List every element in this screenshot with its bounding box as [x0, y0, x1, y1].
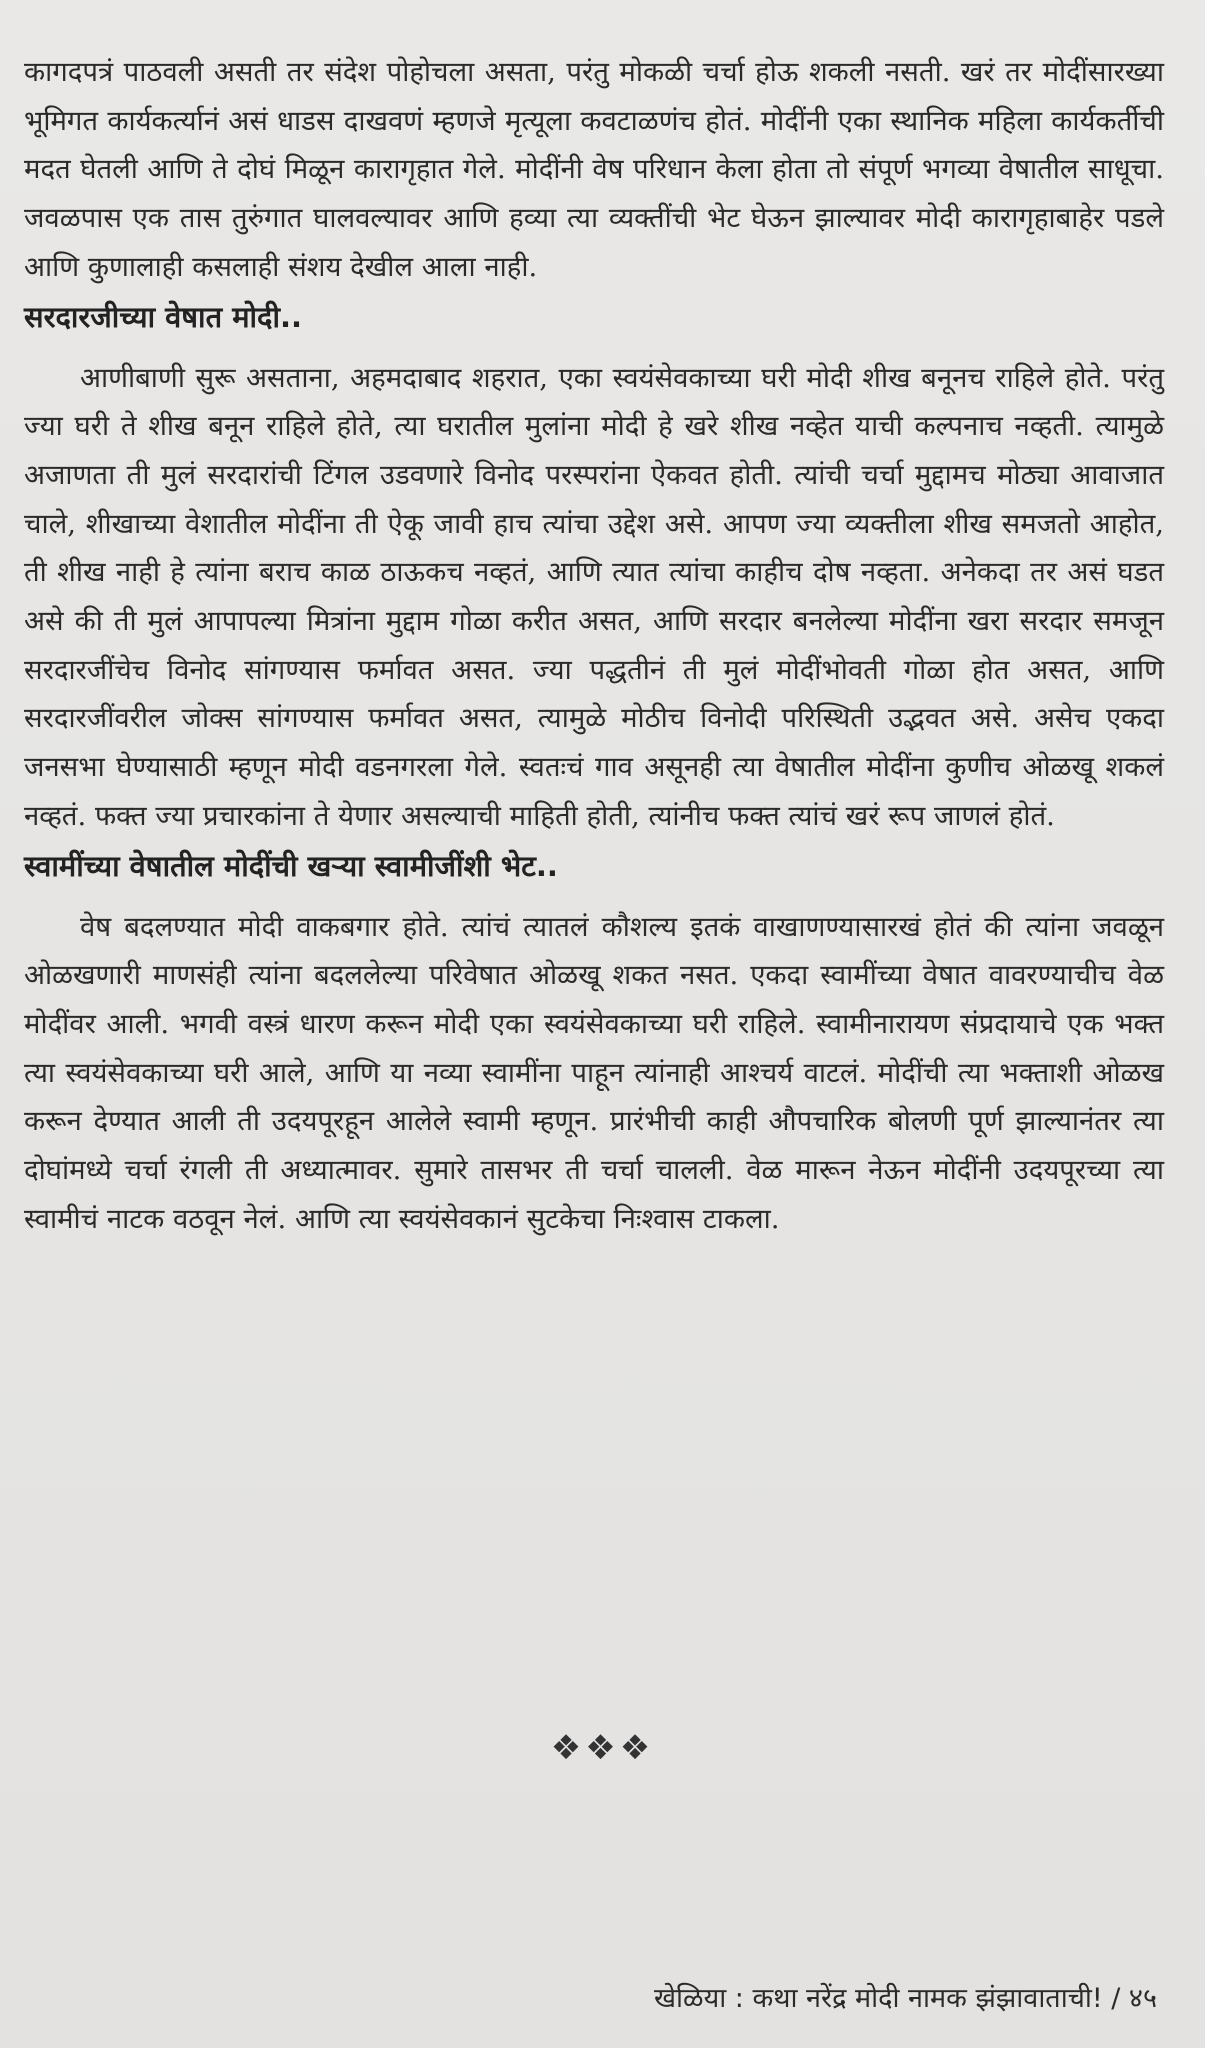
page-content: [24, 48, 1164, 1243]
section-heading-sardarji: सरदारजीच्या वेषात मोदी..: [24, 299, 302, 334]
intro-paragraph: कागदपत्रं पाठवली असती तर संदेश पोहोचला असता, परंतु मोकळी चर्चा होऊ शकली नसती. खरं तर मोदींसारख्या भूमिगत कार्यकर्त्यानं असं धाडस दाखवणं म्हणजे मृत्यूला कवटाळणंच होतं. मोदींनी एका स्थानिक महिला कार्यकर्तीची मदत घेतली आणि ते दोघं मिळून कारागृहात गेले. मोदींनी वेष परिधान केला होता तो संपूर्ण भगव्या वेषातील साधूचा. जवळपास एक तास तुरुंगात घालवल्यावर आणि हव्या त्या व्यक्तींची भेट घेऊन झाल्यावर मोदी कारागृहाबाहेर पडले आणि कुणालाही कसलाही संशय देखील आला नाही.: [24, 56, 1164, 283]
page-footer: [654, 1978, 1157, 2015]
section-paragraph-swami: वेष बदलण्यात मोदी वाकबगार होते. त्यांचं त्यातलं कौशल्य इतकं वाखाणण्यासारखं होतं की त्यांना जवळून ओळखणारी माणसंही त्यांना बदललेल्या परिवेषात ओळखू शकत नसत. एकदा स्वामींच्या वेषात वावरण्याचीच वेळ मोदींवर आली. भगवी वस्त्रं धारण करून मोदी एका स्वयंसेवकाच्या घरी राहिले. स्वामीनारायण संप्रदायाचे एक भक्त त्या स्वयंसेवकाच्या घरी आले, आणि या नव्या स्वामींना पाहून त्यांनाही आश्चर्य वाटलं. मोदींची त्या भक्ताशी ओळख करून देण्यात आली ती उदयपूरहून आलेले स्वामी म्हणून. प्रारंभीची काही औपचारिक बोलणी पूर्ण झाल्यानंतर त्या दोघांमध्ये चर्चा रंगली ती अध्यात्मावर. सुमारे तासभर ती चर्चा चालली. वेळ मारून नेऊन मोदींनी उदयपूरच्या त्या स्वामीचं नाटक वठवून नेलं. आणि त्या स्वयंसेवकानं सुटकेचा निःश्वास टाकला.: [24, 910, 1164, 1235]
section-paragraph-sardarji: आणीबाणी सुरू असताना, अहमदाबाद शहरात, एका स्वयंसेवकाच्या घरी मोदी शीख बनूनच राहिले होते. परंतु ज्या घरी ते शीख बनून राहिले होते, त्या घरातील मुलांना मोदी हे खरे शीख नव्हेत याची कल्पनाच नव्हती. त्यामुळे अजाणता ती मुलं सरदारांची टिंगल उडवणारे विनोद परस्परांना ऐकवत होती. त्यांची चर्चा मुद्दामच मोठ्या आवाजात चाले, शीखाच्या वेशातील मोदींना ती ऐकू जावी हाच त्यांचा उद्देश असे. आपण ज्या व्यक्तीला शीख समजतो आहोत, ती शीख नाही हे त्यांना बराच काळ ठाऊकच नव्हतं, आणि त्यात त्यांचा काहीच दोष नव्हता. अनेकदा तर असं घडत असे की ती मुलं आपापल्या मित्रांना मुद्दाम गोळा करीत असत, आणि सरदार बनलेल्या मोदींना खरा सरदार समजून सरदारजींचेच विनोद सांगण्यास फर्मावत असत. ज्या पद्धतीनं ती मुलं मोदींभोवती गोळा होत असत, आणि सरदारजींवरील जोक्स सांगण्यास फर्मावत असत, त्यामुळे मोठीच विनोदी परिस्थिती उद्भवत असे. असेच एकदा जनसभा घेण्यासाठी म्हणून मोदी वडनगरला गेले. स्वतःचं गाव असूनही त्या वेषातील मोदींना कुणीच ओळखू शकलं नव्हतं. फक्त ज्या प्रचारकांना ते येणार असल्याची माहिती होती, त्यांनीच फक्त त्यांचं खरं रूप जाणलं होतं.: [24, 361, 1164, 832]
running-title-with-page-number: खेळिया : कथा नरेंद्र मोदी नामक झंझावाताची! / ४५: [653, 1983, 1157, 2014]
section-heading-swami: स्वामींच्या वेषातील मोदींची खऱ्या स्वामीजींशी भेट..: [24, 848, 558, 883]
section-end-ornament: ❖❖❖: [550, 1728, 655, 1768]
